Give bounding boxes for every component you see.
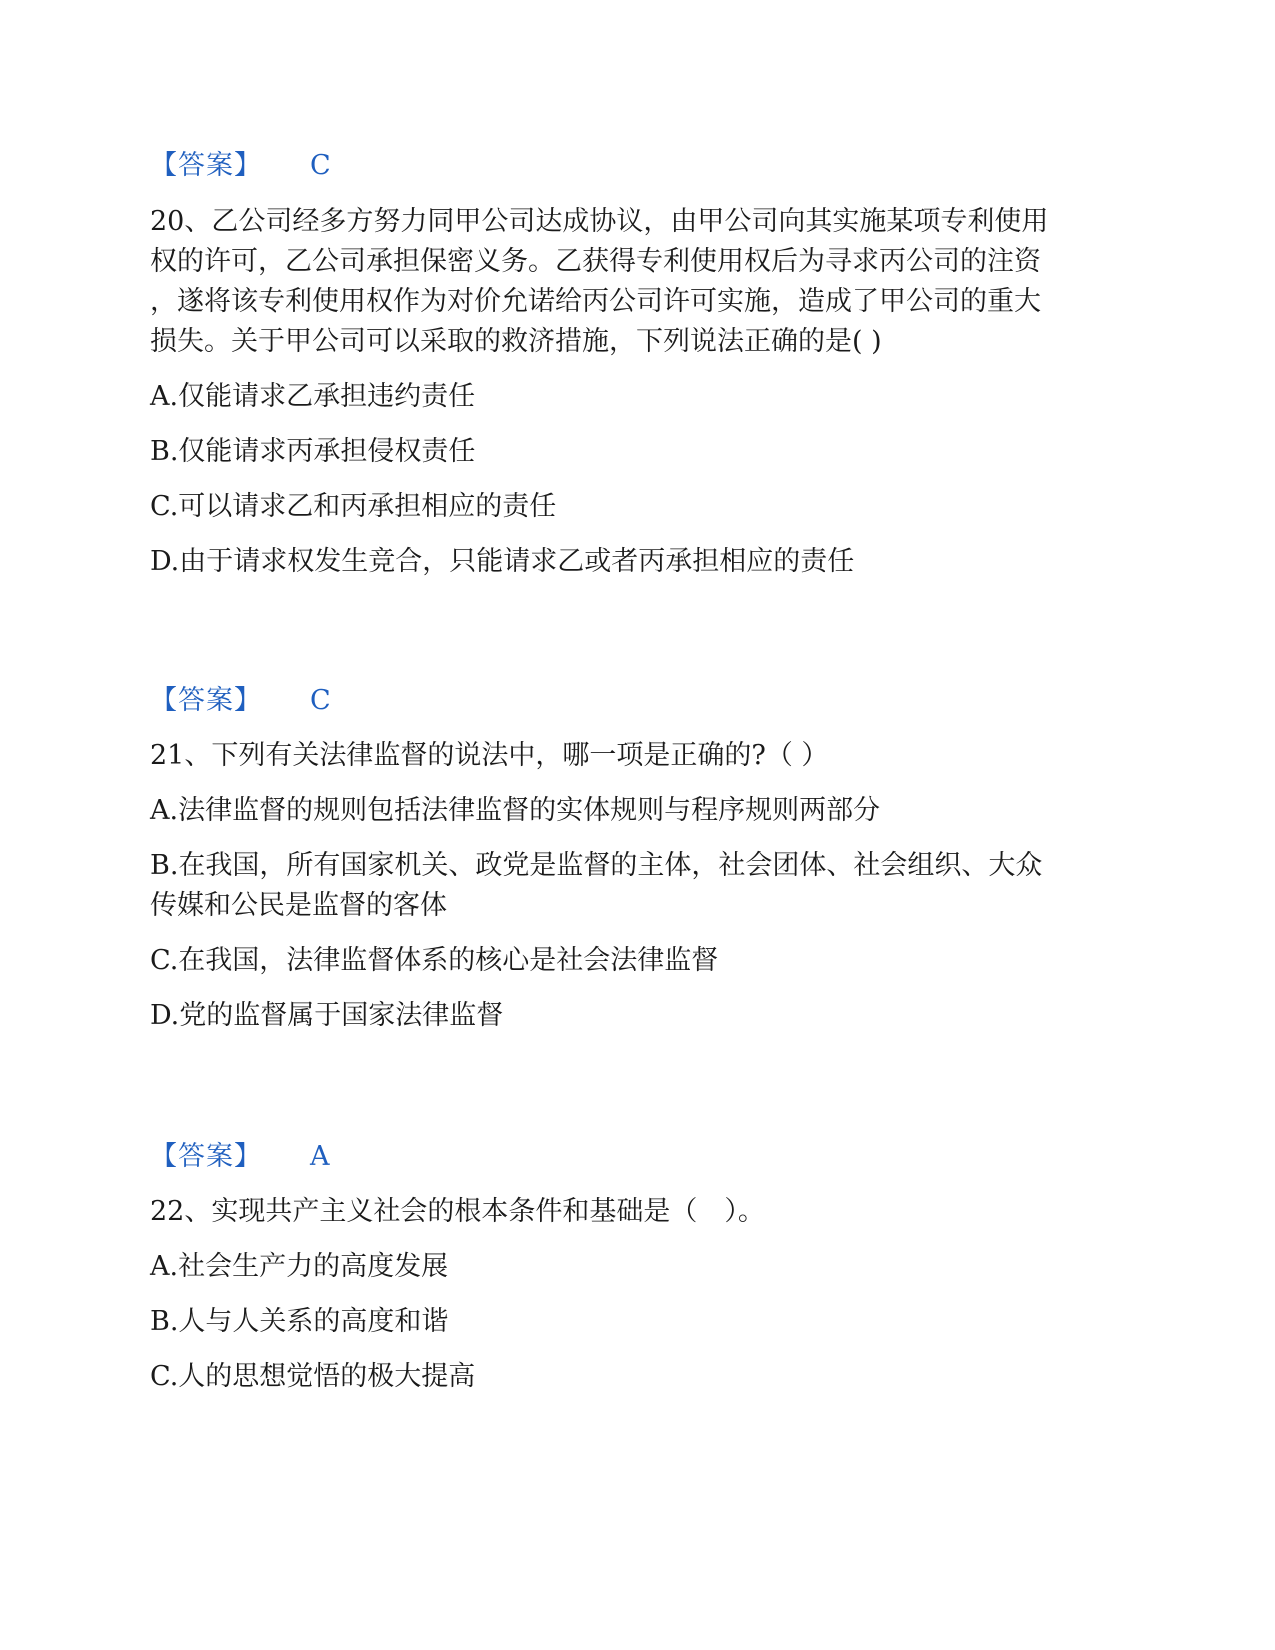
option-line: A.仅能请求乙承担违约责任 — [150, 381, 476, 412]
option-line: B.人与人关系的高度和谐 — [150, 1306, 449, 1337]
answer-line — [150, 681, 1110, 721]
answer-label: 【答案】 — [150, 1141, 262, 1172]
option-line: C.在我国，法律监督体系的核心是社会法律监督 — [150, 945, 719, 976]
option-line: C.人的思想觉悟的极大提高 — [150, 1361, 476, 1392]
answer-line — [150, 1137, 1110, 1177]
question-line: 权的许可，乙公司承担保密义务。乙获得专利使用权后为寻求丙公司的注资 — [150, 246, 1041, 277]
answer-value: C — [310, 685, 331, 716]
option-line: B.仅能请求丙承担侵权责任 — [150, 436, 476, 467]
option-line: A.社会生产力的高度发展 — [150, 1251, 449, 1282]
question-line: 21、下列有关法律监督的说法中，哪一项是正确的?（ ） — [150, 740, 829, 771]
question-line: 20、乙公司经多方努力同甲公司达成协议，由甲公司向其实施某项专利使用 — [150, 206, 1049, 237]
option-line: B.在我国，所有国家机关、政党是监督的主体，社会团体、社会组织、大众 — [150, 850, 1043, 881]
option-line: A.法律监督的规则包括法律监督的实体规则与程序规则两部分 — [150, 795, 881, 826]
answer-value: C — [310, 150, 331, 181]
answer-label: 【答案】 — [150, 685, 262, 716]
option-line: C.可以请求乙和丙承担相应的责任 — [150, 491, 557, 522]
option-line: D.由于请求权发生竞合，只能请求乙或者丙承担相应的责任 — [150, 546, 855, 577]
question-line: ，遂将该专利使用权作为对价允诺给丙公司许可实施，造成了甲公司的重大 — [150, 286, 1041, 317]
answer-value: A — [310, 1141, 330, 1172]
option-line: D.党的监督属于国家法律监督 — [150, 1000, 504, 1031]
question-line: 22、实现共产主义社会的根本条件和基础是（ ）。 — [150, 1196, 765, 1227]
question-line: 损失。关于甲公司可以采取的救济措施，下列说法正确的是( ) — [150, 326, 882, 357]
answer-label: 【答案】 — [150, 150, 262, 181]
answer-line — [150, 146, 1110, 186]
option-line: 传媒和公民是监督的客体 — [150, 890, 447, 921]
